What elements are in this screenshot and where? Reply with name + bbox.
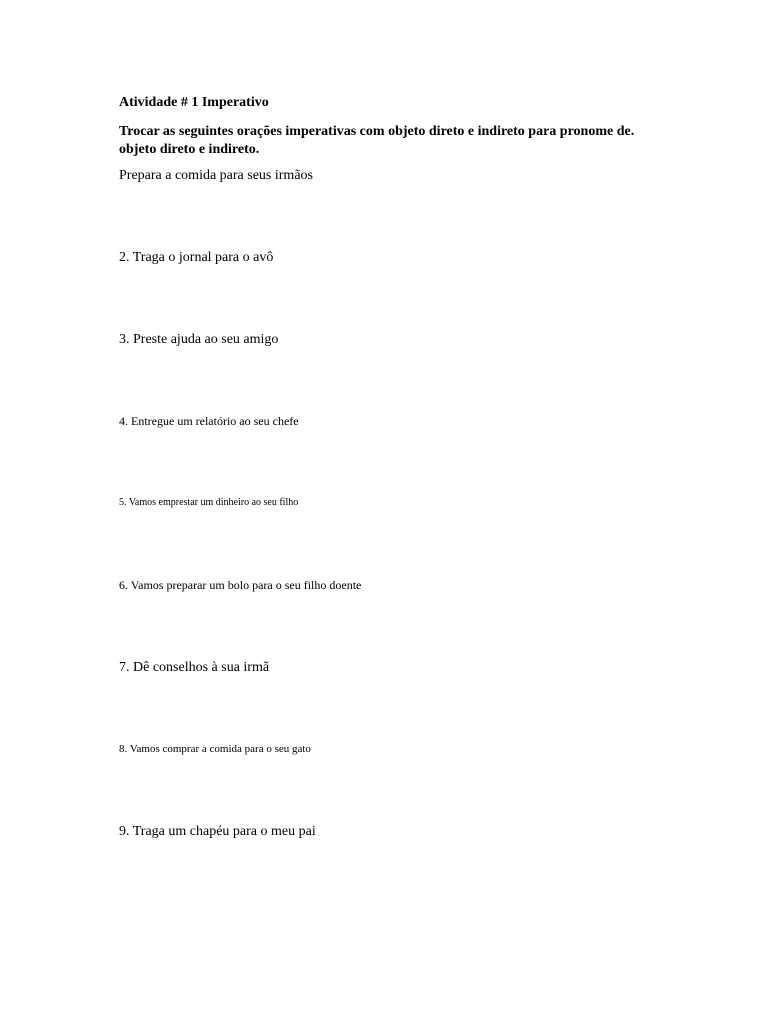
exercise-item-8: 8. Vamos comprar a comida para o seu gato [119, 743, 311, 755]
exercise-item-7: 7. Dê conselhos à sua irmã [119, 660, 270, 675]
activity-title: Atividade # 1 Imperativo [119, 95, 269, 110]
exercise-item-2: 2. Traga o jornal para o avô [119, 250, 274, 265]
activity-instructions: Trocar as seguintes orações imperativas com objeto direto e indireto para pronome de. objeto direto e indireto. [119, 124, 635, 157]
exercise-item-9: 9. Traga um chapéu para o meu pai [119, 824, 316, 839]
exercise-item-6: 6. Vamos preparar um bolo para o seu filho doente [119, 578, 362, 592]
exercise-item-5: 5. Vamos emprestar um dinheiro ao seu filho [119, 497, 299, 508]
exercise-item-3: 3. Preste ajuda ao seu amigo [119, 332, 279, 347]
exercise-item-4: 4. Entregue um relatório ao seu chefe [119, 414, 299, 428]
exercise-item-1: Prepara a comida para seus irmãos [119, 168, 313, 183]
